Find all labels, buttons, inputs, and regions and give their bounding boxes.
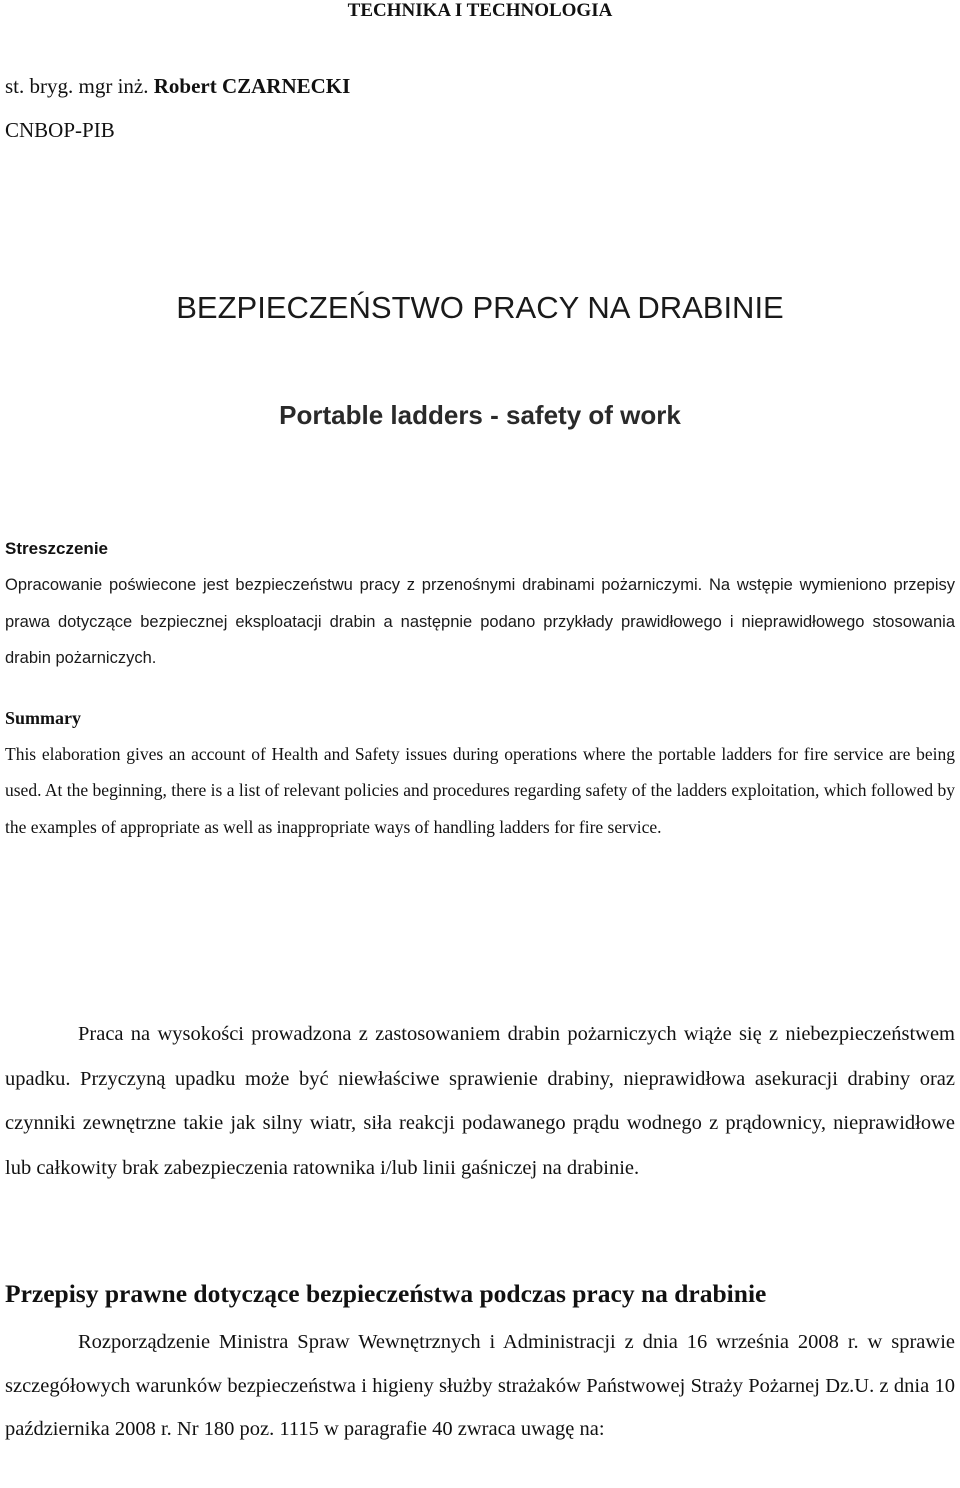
running-header: TECHNIKA I TECHNOLOGIA: [347, 0, 613, 21]
author-prefix: st. bryg. mgr inż.: [5, 74, 154, 98]
section-heading: Przepisy prawne dotyczące bezpieczeństwa podczas pracy na drabinie: [5, 1279, 767, 1308]
author-line: [5, 70, 350, 102]
title-english: Portable ladders - safety of work: [279, 400, 681, 430]
summary-heading: Summary: [5, 708, 81, 728]
author-affiliation: CNBOP-PIB: [5, 118, 115, 142]
title-polish: BEZPIECZEŃSTWO PRACY NA DRABINIE: [176, 290, 784, 325]
abstract-text: Opracowanie poświecone jest bezpieczeństwu pracy z przenośnymi drabinami pożarniczymi. Na wstępie wymieniono przepisy prawa dotyczące bezpiecznej eksploatacji drabin a następnie podano przykłady prawidłowego i nieprawidłowego stosowania drabin pożarniczych.: [5, 576, 955, 667]
intro-paragraph: Praca na wysokości prowadzona z zastosowaniem drabin pożarniczych wiąże się z niebezpieczeństwem upadku. Przyczyną upadku może być niewłaściwe sprawienie drabiny, nieprawidłowa asekuracji drabiny oraz czynniki zewnętrzne takie jak silny wiatr, siła reakcji podawanego prądu wodnego z prądownicy, nieprawidłowe lub całkowity brak zabezpieczenia ratownika i/lub linii gaśniczej na drabinie.: [5, 1023, 955, 1180]
author-name: Robert CZARNECKI: [153, 74, 351, 98]
section-paragraph: Rozporządzenie Ministra Spraw Wewnętrznych i Administracji z dnia 16 września 2008 r. w sprawie szczegółowych warunków bezpieczeństwa i higieny służby strażaków Państwowej Straży Pożarnej Dz.U. z dnia 10 października 2008 r. Nr 180 poz. 1115 w paragrafie 40 zwraca uwagę na:: [5, 1331, 955, 1441]
summary-text: This elaboration gives an account of Health and Safety issues during operations where the portable ladders for fire service are being used. At the beginning, there is a list of relevant policies and procedures regarding safety of the ladders exploitation, which followed by the examples of appropriate as well as inappropriate ways of handling ladders for fire service.: [5, 744, 955, 837]
abstract-heading: Streszczenie: [5, 539, 108, 558]
